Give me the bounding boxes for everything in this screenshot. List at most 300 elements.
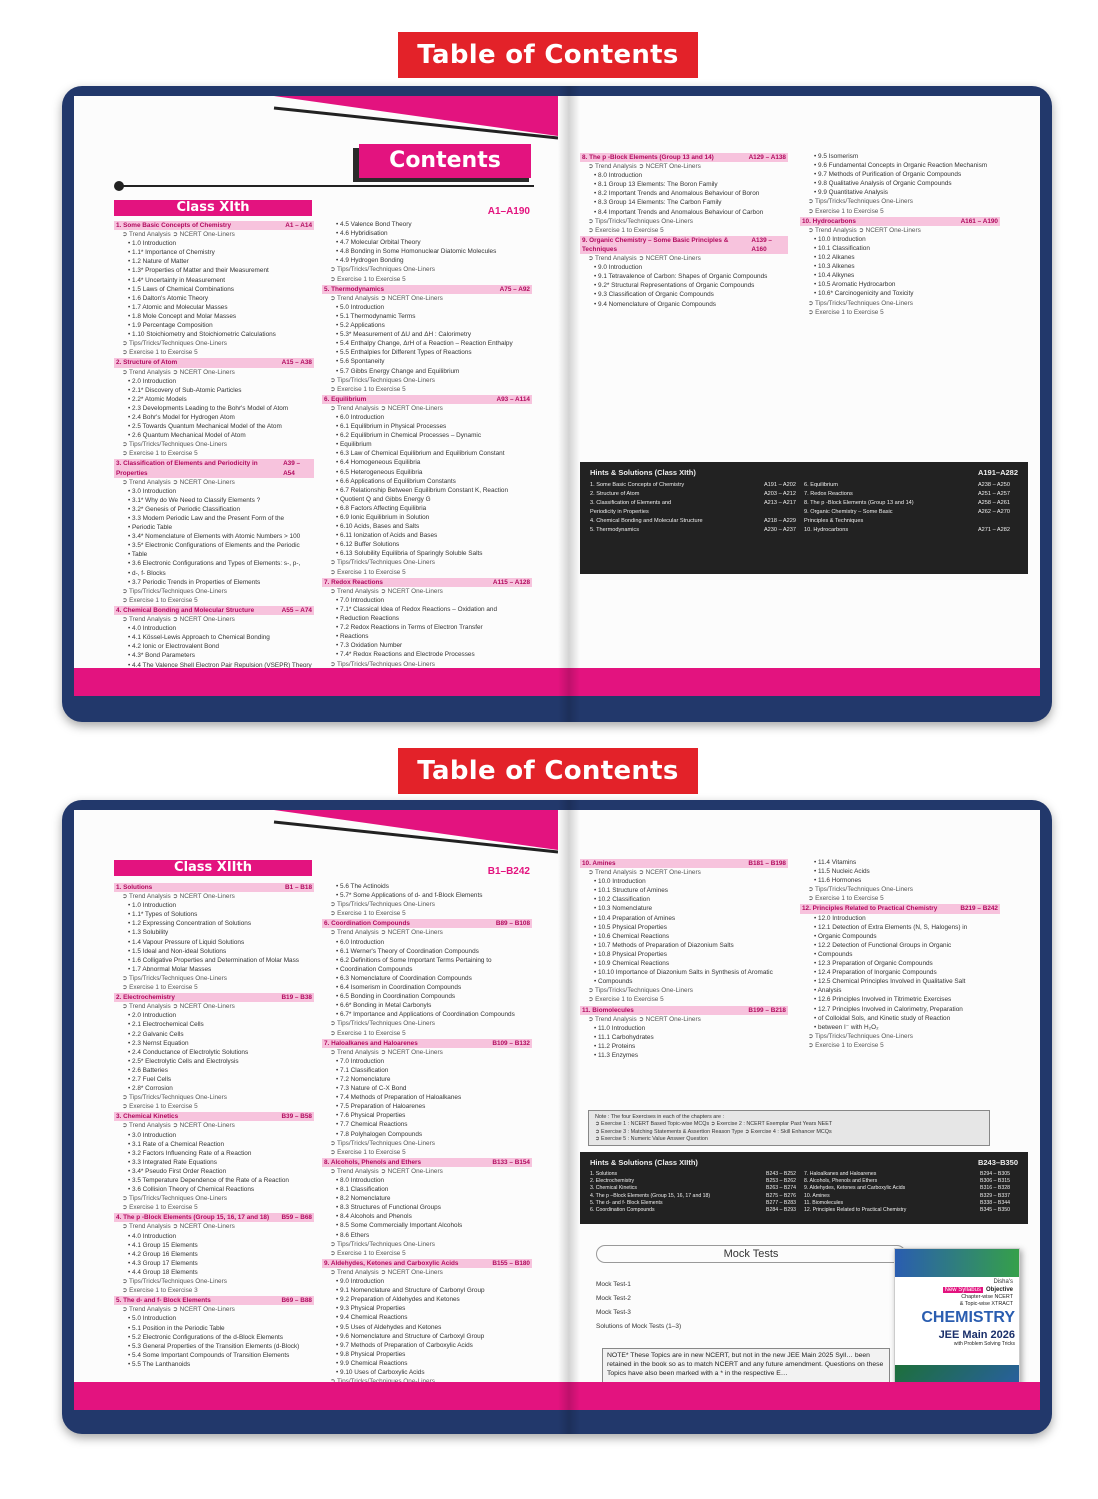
toc-entry: • 7.4* Redox Reactions and Electrode Processes [336, 651, 475, 659]
toc-entry: • 9.6 Nomenclature and Structure of Carboxyl Group [336, 1332, 485, 1340]
toc-entry: ➲ Trend Analysis ➲ NCERT One-Liners [808, 226, 921, 234]
hint-pages: A218 – A229 [763, 518, 796, 524]
toc-entry: ➲ Trend Analysis ➲ NCERT One-Liners [122, 1306, 235, 1314]
toc-entry: ➲ Exercise 1 to Exercise 5 [122, 596, 198, 604]
hint-pages: A258 – A261 [977, 500, 1010, 506]
toc-entry: • 7.1 Classification [336, 1066, 389, 1074]
toc-entry: • 2.3 Nernst Equation [128, 1039, 189, 1047]
chapter-heading [580, 153, 788, 162]
toc-entry: ➲ Exercise 1 to Exercise 5 [588, 996, 664, 1004]
toc-entry: • 5.1 Thermodynamic Terms [336, 312, 416, 320]
toc-entry: • 7.1* Classical Idea of Redox Reactions – Oxidation and [336, 605, 498, 613]
toc-entry: • d-, f- Blocks [128, 569, 166, 577]
hint-chapter: 11. Biomolecules [804, 1199, 844, 1206]
hints-left-list [590, 481, 804, 535]
toc-entry: • 7.2 Nomenclature [336, 1075, 391, 1083]
toc-entry: • 12.1 Detection of Extra Elements (N, S, Halogens) in [814, 923, 968, 931]
toc-entry: • 6.10 Acids, Bases and Salts [336, 523, 420, 531]
toc-column-1 [114, 220, 314, 670]
chapter-title: 8. The p -Block Elements (Group 13 and 14) [582, 154, 714, 161]
toc-entry: • 6.4 Homogeneous Equilibria [336, 459, 421, 467]
toc-entry: • 12.5 Chemical Principles Involved in Qualitative Salt [814, 978, 966, 986]
chapter-title: 1. Some Basic Concepts of Chemistry [116, 222, 232, 229]
chapter-heading [322, 1158, 532, 1167]
toc-entry: • 1.2 Nature of Matter [128, 258, 189, 266]
hint-pages: B306 – B315 [980, 1178, 1010, 1185]
toc-entry: ➲ Tips/Tricks/Techniques One-Liners [330, 901, 435, 909]
chapter-title: 2. Structure of Atom [116, 359, 178, 367]
toc-entry: • 7.6 Physical Properties [336, 1112, 406, 1120]
toc-entry: • Periodic Table [128, 524, 173, 532]
toc-entry: • 10.3 Nomenclature [594, 905, 653, 913]
toc-entry: • 12.7 Principles Involved in Calorimetry, Preparation [814, 1005, 963, 1013]
toc-entry: • 9.1 Nomenclature and Structure of Carbonyl Group [336, 1287, 485, 1295]
hint-pages: A230 – A237 [763, 527, 796, 533]
toc-entry: • 9.0 Introduction [594, 264, 643, 272]
rule-line [118, 185, 534, 187]
toc-entry: • 9.8 Physical Properties [336, 1350, 406, 1358]
toc-entry: ➲ Tips/Tricks/Techniques One-Liners [330, 376, 435, 384]
class-label: Class XIIth [114, 860, 312, 876]
toc-entry: • 11.1 Carbohydrates [594, 1033, 654, 1041]
cover-line3: & Topic-wise XTRACT [959, 1301, 1013, 1307]
toc-column-3 [580, 152, 788, 309]
toc-entry: • 1.4 Vapour Pressure of Liquid Solutions [128, 938, 245, 946]
toc-entry: • 4.0 Introduction [128, 1232, 177, 1240]
chapter-pages: B181 – B198 [748, 860, 786, 867]
toc-entry: • 9.2 Preparation of Aldehydes and Ketones [336, 1296, 460, 1304]
toc-entry: • 7.8 Polyhalogen Compounds [336, 1130, 423, 1138]
chapter-title: 4. Chemical Bonding and Molecular Structure [116, 606, 255, 614]
toc-entry: ➲ Exercise 1 to Exercise 5 [330, 1249, 406, 1257]
chapter-title: 6. Equilibrium [324, 395, 367, 403]
toc-entry: • 11.0 Introduction [594, 1024, 646, 1032]
toc-entry: • 2.3 Developments Leading to the Bohr's Model of Atom [128, 404, 289, 412]
toc-entry: ➲ Tips/Tricks/Techniques One-Liners [330, 1139, 435, 1147]
toc-entry: • 7.7 Chemical Reactions [336, 1121, 408, 1129]
hints-title: Hints & Solutions (Class XIth) [590, 468, 696, 477]
chapter-heading [322, 285, 532, 294]
toc-entry: • 1.5 Ideal and Non-ideal Solutions [128, 947, 227, 955]
chapter-pages: B133 – B154 [492, 1158, 530, 1166]
toc-entry: • 1.3 Solubility [128, 929, 169, 937]
toc-entry: • 5.1 Position in the Periodic Table [128, 1324, 225, 1332]
toc-entry: ➲ Trend Analysis ➲ NCERT One-Liners [122, 893, 235, 901]
toc-entry: • 5.0 Introduction [128, 1315, 177, 1323]
toc-entry: • 2.4 Conductance of Electrolytic Solutions [128, 1048, 249, 1056]
toc-entry: • 3.0 Introduction [128, 1131, 177, 1139]
right-page-xi [558, 96, 1040, 696]
toc-entry: • 11.4 Vitamins [814, 859, 857, 866]
chapter-title: 6. Coordination Compounds [324, 920, 410, 928]
toc-entry: • Table [128, 551, 148, 559]
toc-entry: ➲ Tips/Tricks/Techniques One-Liners [330, 1240, 435, 1248]
toc-entry: • 9.3 Physical Properties [336, 1305, 406, 1313]
toc-entry: ➲ Tips/Tricks/Techniques One-Liners [588, 987, 693, 995]
toc-entry: • between I⁻ with H₂O₂ [814, 1023, 879, 1031]
toc-entry: • 11.6 Hormones [814, 877, 862, 885]
toc-entry: • 10.6* Carcinogenicity and Toxicity [814, 290, 914, 298]
toc-entry: • 11.2 Proteins [594, 1042, 636, 1050]
toc-entry: • 2.1* Discovery of Sub-Atomic Particles [128, 386, 242, 394]
banner-xi: Table of Contents [398, 32, 698, 78]
hints-range: A191–A282 [977, 468, 1018, 477]
hint-pages: B253 – B262 [766, 1178, 796, 1185]
toc-entry: • 3.6 Collision Theory of Chemical Reactions [128, 1186, 255, 1194]
toc-entry: • 10.5 Physical Properties [594, 923, 667, 931]
toc-entry: • 9.10 Uses of Carboxylic Acids [336, 1368, 425, 1376]
toc-entry: • Coordination Compounds [336, 965, 413, 973]
hint-chapter: 5. Thermodynamics [590, 527, 640, 533]
hint-chapter: 2. Structure of Atom [590, 491, 640, 497]
toc-entry: ➲ Exercise 1 to Exercise 5 [808, 308, 884, 316]
chapter-pages: A39 – A54 [283, 460, 301, 477]
toc-entry: • 4.3* Bond Parameters [128, 652, 195, 660]
hint-row [804, 1207, 1010, 1214]
chapter-title: 8. Alcohols, Phenols and Ethers [324, 1158, 422, 1166]
toc-entry: • 3.1 Rate of a Chemical Reaction [128, 1140, 225, 1148]
toc-entry: ➲ Tips/Tricks/Techniques One-Liners [122, 340, 227, 348]
hint-chapter: 2. Electrochemistry [590, 1178, 635, 1185]
chapter-pages: B219 – B242 [960, 905, 998, 913]
toc-entry: ➲ Exercise 1 to Exercise 5 [122, 450, 198, 458]
toc-entry: • Quotient Q and Gibbs Energy G [336, 495, 431, 503]
toc-entry: • of Colloidal Sols, and Kinetic study of Reaction [814, 1014, 951, 1022]
right-page-xii [558, 810, 1040, 1410]
toc-entry: • 4.3 Group 17 Elements [128, 1259, 198, 1267]
toc-entry: • 3.2* Genesis of Periodic Classification [128, 505, 240, 513]
cover-exam: JEE Main 2026 [938, 1329, 1015, 1341]
toc-entry: ➲ Exercise 1 to Exercise 5 [808, 895, 884, 903]
chapter-title: 1. Solutions [116, 884, 153, 891]
toc-entry: ➲ Exercise 1 to Exercise 5 [122, 1103, 198, 1111]
note-line: ➲ Exercise 3 : Matching Statements & Assertion Reason Type ➲ Exercise 4 : Skill Enhancer MCQs [595, 1128, 832, 1135]
toc-entry: • 8.2 Nomenclature [336, 1195, 391, 1203]
cover-subtitle: with Problem Solving Tricks [953, 1341, 1015, 1347]
hint-row [804, 1193, 1010, 1200]
toc-entry: • 9.4 Chemical Reactions [336, 1314, 408, 1322]
toc-entry: • 10.0 Introduction [814, 235, 866, 243]
toc-entry: • 2.5 Towards Quantum Mechanical Model of the Atom [128, 423, 282, 431]
hint-pages: B277 – B283 [766, 1199, 796, 1206]
toc-entry: ➲ Exercise 1 to Exercise 5 [122, 349, 198, 357]
toc-entry: ➲ Exercise 1 to Exercise 5 [808, 207, 884, 215]
chapter-title: 3. Chemical Kinetics [116, 1113, 179, 1121]
toc-entry: • 4.2 Ionic or Electrovalent Bond [128, 643, 220, 651]
hint-row [590, 1178, 796, 1185]
toc-entry: • 5.6 The Actinoids [336, 883, 389, 890]
toc-entry: ➲ Exercise 1 to Exercise 5 [330, 1148, 406, 1156]
hint-row [804, 517, 1010, 526]
hint-chapter: 9. Organic Chemistry – Some Basic [804, 509, 893, 515]
toc-entry: ➲ Trend Analysis ➲ NCERT One-Liners [122, 1122, 235, 1130]
toc-entry: ➲ Trend Analysis ➲ NCERT One-Liners [330, 404, 443, 412]
chapter-heading [114, 221, 314, 230]
toc-entry: • 10.4 Preparation of Amines [594, 914, 676, 922]
toc-entry: • 3.3 Integrated Rate Equations [128, 1158, 217, 1166]
toc-entry: • 3.2 Factors Influencing Rate of a Reaction [128, 1149, 252, 1157]
chapter-pages: A55 – A74 [281, 606, 312, 614]
toc-entry: • 12.2 Detection of Functional Groups in Organic [814, 941, 952, 949]
chapter-title: 10. Amines [582, 860, 616, 867]
toc-entry: • 9.9 Quantitative Analysis [814, 189, 888, 197]
toc-entry: • Equilibrium [336, 441, 372, 449]
chapter-heading [114, 993, 314, 1002]
toc-entry: ➲ Exercise 1 to Exercise 5 [330, 385, 406, 393]
toc-entry: • 12.4 Preparation of Inorganic Compounds [814, 969, 937, 977]
toc-entry: • 7.4 Methods of Preparation of Haloalkanes [336, 1094, 462, 1102]
toc-entry: • 6.0 Introduction [336, 938, 385, 946]
toc-entry: ➲ Tips/Tricks/Techniques One-Liners [330, 660, 435, 668]
toc-entry: • 8.3 Structures of Functional Groups [336, 1204, 441, 1212]
hint-pages: B316 – B328 [980, 1185, 1010, 1192]
chapter-title: 7. Redox Reactions [324, 578, 383, 586]
toc-entry: • Compounds [594, 978, 633, 986]
toc-entry: • 2.1 Electrochemical Cells [128, 1021, 204, 1029]
toc-entry: • 1.9 Percentage Composition [128, 322, 213, 330]
toc-entry: ➲ Exercise 1 to Exercise 5 [122, 1204, 198, 1212]
toc-entry: • 5.5 The Lanthanoids [128, 1360, 191, 1368]
toc-entry: • 2.6 Batteries [128, 1066, 168, 1074]
toc-entry: • 9.7 Methods of Preparation of Carboxylic Acids [336, 1341, 473, 1349]
hint-chapter: 4. The p –Block Elements (Group 15, 16, 17 and 18) [590, 1192, 711, 1199]
hint-row [804, 481, 1010, 490]
chapter-heading [114, 606, 314, 615]
toc-entry: • 3.3 Modern Periodic Law and the Present Form of the [128, 515, 285, 522]
page-footer-band [558, 1382, 1040, 1410]
hint-pages: A238 – A250 [977, 482, 1010, 488]
hints-solutions-box [580, 1152, 1028, 1224]
hint-chapter: 4. Chemical Bonding and Molecular Structure [590, 518, 703, 524]
mock-test-item: Mock Test-2 [596, 1295, 631, 1302]
hint-chapter: 7. Haloalkanes and Haloarenes [804, 1171, 877, 1177]
mock-tests-title: Mock Tests [596, 1245, 906, 1263]
hint-chapter: 3. Chemical Kinetics [590, 1185, 637, 1192]
cover-objective: Objective [985, 1287, 1013, 1293]
hint-row [590, 517, 796, 526]
toc-entry: • 10.9 Chemical Reactions [594, 960, 670, 968]
toc-column-2 [322, 220, 532, 678]
toc-entry: • 2.4 Bohr's Model for Hydrogen Atom [128, 413, 235, 421]
toc-entry: ➲ Trend Analysis ➲ NCERT One-Liners [330, 1167, 443, 1175]
left-page-xi [74, 96, 558, 696]
toc-entry: • 6.3 Nomenclature of Coordination Compounds [336, 974, 472, 982]
toc-entry: ➲ Trend Analysis ➲ NCERT One-Liners [330, 1048, 443, 1056]
toc-entry: ➲ Tips/Tricks/Techniques One-Liners [122, 974, 227, 982]
toc-entry: ➲ Tips/Tricks/Techniques One-Liners [122, 1094, 227, 1102]
class-range: A1–A190 [487, 206, 530, 217]
toc-entry: • 6.2 Equilibrium in Chemical Processes – Dynamic [336, 432, 482, 440]
toc-entry: • 9.9 Chemical Reactions [336, 1359, 408, 1367]
hint-pages: B284 – B293 [766, 1207, 796, 1214]
toc-entry: ➲ Trend Analysis ➲ NCERT One-Liners [122, 1003, 235, 1011]
toc-entry: • 4.0 Introduction [128, 625, 177, 633]
toc-entry: ➲ Trend Analysis ➲ NCERT One-Liners [330, 929, 443, 937]
hints-left-list [590, 1171, 804, 1214]
toc-entry: • 6.5 Bonding in Coordination Compounds [336, 993, 456, 1001]
toc-entry: • 9.5 Uses of Aldehydes and Ketones [336, 1323, 442, 1331]
chapter-pages: B69 – B88 [281, 1297, 312, 1305]
toc-entry: • 4.2 Group 16 Elements [128, 1250, 198, 1258]
toc-entry: • 6.4 Isomerism in Coordination Compounds [336, 984, 462, 992]
toc-entry: • 1.6 Dalton's Atomic Theory [128, 294, 209, 302]
chapter-title: 2. Electrochemistry [116, 994, 175, 1002]
toc-entry: ➲ Exercise 1 to Exercise 5 [122, 984, 198, 992]
toc-entry: • 10.2 Alkanes [814, 254, 855, 262]
toc-entry: • 6.0 Introduction [336, 413, 385, 421]
toc-entry: ➲ Exercise 1 to Exercise 5 [808, 1041, 884, 1049]
toc-entry: • 6.5 Heterogeneous Equilibria [336, 468, 423, 476]
class-range: B1–B242 [487, 866, 530, 877]
toc-entry: ➲ Tips/Tricks/Techniques One-Liners [330, 266, 435, 274]
toc-entry: • 1.1* Importance of Chemistry [128, 249, 215, 257]
toc-entry: • Reactions [336, 633, 369, 641]
mock-tests-list [596, 1278, 681, 1334]
hint-pages: A262 – A270 [977, 509, 1010, 515]
chapter-heading [114, 1112, 314, 1121]
chapter-title: 4. The p -Block Elements (Group 15, 16, 17 and 18) [116, 1214, 270, 1222]
toc-entry: • 4.4 Group 18 Elements [128, 1268, 198, 1276]
toc-entry: • 2.6 Quantum Mechanical Model of Atom [128, 432, 246, 440]
toc-entry: ➲ Tips/Tricks/Techniques One-Liners [808, 886, 913, 894]
toc-entry: • 9.3 Classification of Organic Compounds [594, 291, 714, 299]
hint-row [804, 1178, 1010, 1185]
toc-entry: • 2.2* Atomic Models [128, 395, 187, 403]
hint-chapter: 1. Some Basic Concepts of Chemistry [590, 482, 685, 488]
book-xi [62, 86, 1052, 722]
toc-entry: • 8.3 Group 14 Elements: The Carbon Family [594, 199, 722, 207]
hint-row [804, 508, 1010, 517]
toc-entry: • 8.4 Important Trends and Anomalous Behaviour of Carbon [594, 208, 764, 216]
toc-entry: ➲ Tips/Tricks/Techniques One-Liners [808, 299, 913, 307]
toc-entry: • 9.8 Qualitative Analysis of Organic Compounds [814, 180, 952, 188]
cover-line2: Chapter-wise NCERT [961, 1294, 1013, 1300]
toc-entry: • 1.6 Colligative Properties and Determination of Molar Mass [128, 956, 299, 964]
toc-entry: • 11.5 Nucleic Acids [814, 868, 870, 876]
toc-entry: • 7.2 Redox Reactions in Terms of Electron Transfer [336, 624, 483, 632]
toc-entry: ➲ Trend Analysis ➲ NCERT One-Liners [588, 1015, 701, 1023]
hints-title: Hints & Solutions (Class XIIth) [590, 1158, 698, 1167]
chapter-heading [580, 1006, 788, 1015]
toc-entry: • 9.6 Fundamental Concepts in Organic Reaction Mechanism [814, 162, 988, 170]
hint-row [590, 526, 796, 535]
toc-entry: ➲ Exercise 1 to Exercise 5 [588, 226, 664, 234]
toc-column-1 [114, 882, 314, 1369]
hint-row [590, 508, 796, 517]
hint-chapter: 5. The d- and f- Block Elements [590, 1199, 663, 1206]
toc-entry: ➲ Trend Analysis ➲ NCERT One-Liners [588, 163, 701, 171]
book-spine [558, 86, 580, 722]
toc-entry: • 9.2* Structural Representations of Organic Compounds [594, 282, 755, 290]
hint-pages: B275 – B276 [766, 1192, 796, 1199]
toc-entry: ➲ Exercise 1 to Exercise 3 [122, 1287, 198, 1295]
toc-entry: • 10.0 Introduction [594, 878, 646, 886]
page-footer-band [74, 668, 558, 696]
hint-pages: B243 – B252 [766, 1171, 796, 1177]
chapter-pages: B89 – B108 [495, 920, 530, 928]
hint-pages: A213 – A217 [763, 500, 796, 506]
toc-entry: • 10.4 Alkynes [814, 272, 855, 280]
chapter-heading [322, 1039, 532, 1048]
chapter-pages: B155 – B180 [492, 1259, 530, 1267]
toc-entry: • Analysis [814, 987, 842, 995]
hint-chapter: 10. Hydrocarbons [804, 527, 849, 533]
toc-entry: • 1.8 Mole Concept and Molar Masses [128, 312, 237, 320]
toc-entry: • 5.2 Electronic Configurations of the d-Block Elements [128, 1333, 283, 1341]
chapter-heading [322, 1259, 532, 1268]
book-spine [558, 800, 580, 1434]
toc-entry: • 6.7* Importance and Applications of Coordination Compounds [336, 1011, 515, 1019]
chapter-pages: B59 – B68 [281, 1214, 312, 1222]
toc-entry: • 8.0 Introduction [594, 172, 643, 180]
chapter-pages: A161 – A190 [960, 217, 998, 225]
toc-entry: • 3.1* Why do We Need to Classify Elements ? [128, 496, 261, 504]
hint-chapter: Periodicity in Properties [590, 509, 649, 515]
toc-entry: • 10.8 Physical Properties [594, 950, 667, 958]
toc-entry: ➲ Trend Analysis ➲ NCERT One-Liners [588, 255, 701, 263]
hints-right-list [804, 1171, 1018, 1214]
toc-entry: • 4.7 Molecular Orbital Theory [336, 239, 421, 247]
toc-entry: ➲ Tips/Tricks/Techniques One-Liners [122, 441, 227, 449]
hints-range: B243–B350 [977, 1158, 1018, 1167]
chapter-title: 10. Hydrocarbons [802, 217, 856, 225]
toc-entry: • 9.1 Tetravalence of Carbon: Shapes of Organic Compounds [594, 273, 768, 281]
toc-entry: ➲ Trend Analysis ➲ NCERT One-Liners [330, 294, 443, 302]
chapter-heading [114, 883, 314, 892]
hint-chapter: 6. Equilibrium [804, 482, 838, 488]
chapter-title: 9. Aldehydes, Ketones and Carboxylic Acids [324, 1259, 459, 1267]
hint-pages: A191 – A202 [763, 482, 796, 488]
toc-entry: • 5.3 General Properties of the Transition Elements (d-Block) [128, 1342, 300, 1350]
chapter-pages: A139 – A160 [751, 236, 772, 253]
hint-chapter: 6. Coordination Compounds [590, 1207, 655, 1214]
chapter-heading [322, 395, 532, 404]
hint-pages: A251 – A257 [977, 491, 1010, 497]
hint-row [804, 490, 1010, 499]
toc-entry: ➲ Tips/Tricks/Techniques One-Liners [330, 1020, 435, 1028]
hint-chapter: 8. Alcohols, Phenols and Ethers [804, 1178, 878, 1185]
toc-entry: • 6.6* Bonding in Metal Carbonyls [336, 1002, 432, 1010]
toc-entry: • 6.11 Ionization of Acids and Bases [336, 532, 438, 540]
toc-entry: • 10.1 Classification [814, 244, 870, 252]
chapter-title: 5. Thermodynamics [324, 285, 385, 293]
chapter-title: 5. The d- and f- Block Elements [116, 1297, 211, 1305]
chapter-heading [800, 904, 1000, 913]
toc-entry: • 6.13 Solubility Equilibria of Sparingly Soluble Salts [336, 550, 483, 558]
toc-entry: • 5.6 Spontaneity [336, 358, 385, 366]
chapter-title: 12. Principles Related to Practical Chemistry [802, 905, 938, 913]
chapter-pages: A1 – A14 [285, 222, 312, 229]
toc-entry: • 6.3 Law of Chemical Equilibrium and Equilibrium Constant [336, 450, 505, 458]
note-line: ➲ Exercise 5 : Numeric Value Answer Question [595, 1136, 708, 1143]
toc-entry: • 8.6 Ethers [336, 1231, 370, 1239]
toc-entry: • 10.7 Methods of Preparation of Diazonium Salts [594, 941, 734, 949]
hint-row [804, 1171, 1010, 1178]
hint-pages: A271 – A282 [977, 527, 1010, 533]
toc-entry: ➲ Exercise 1 to Exercise 5 [330, 1029, 406, 1037]
chapter-pages: B39 – B58 [281, 1113, 312, 1121]
toc-entry: • 8.5 Some Commercially Important Alcohols [336, 1222, 463, 1230]
toc-entry: • 5.4 Some Important Compounds of Transition Elements [128, 1351, 290, 1359]
toc-entry: ➲ Tips/Tricks/Techniques One-Liners [808, 198, 913, 206]
note-line: ➲ Exercise 1 : NCERT Based Topic-wise MCQs ➲ Exercise 2 : NCERT Exemplar Past Years NEET [595, 1121, 833, 1128]
hint-row [590, 1200, 796, 1207]
chapter-pages: A115 – A128 [492, 578, 530, 586]
toc-entry: • 2.5* Electrolytic Cells and Electrolysis [128, 1057, 239, 1065]
toc-entry: • 7.3 Nature of C-X Bond [336, 1085, 407, 1093]
toc-entry: • 3.0 Introduction [128, 487, 177, 495]
chapter-title: 9. Organic Chemistry – Some Basic Principles & Techniques [582, 236, 729, 253]
